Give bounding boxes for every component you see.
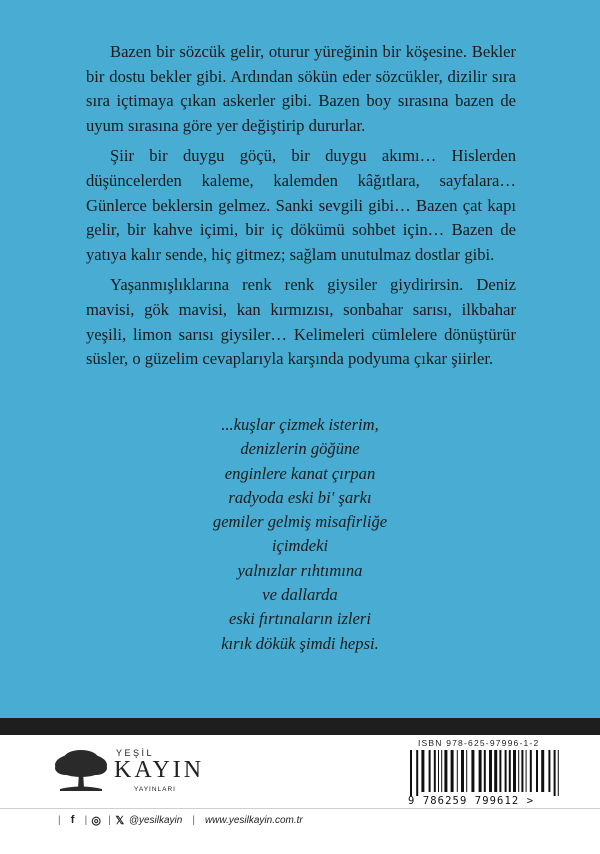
poem-line: ...kuşlar çizmek isterim, — [221, 415, 379, 434]
barcode-bar — [548, 750, 550, 792]
barcode-bar — [434, 750, 436, 792]
blurb-text — [86, 40, 516, 378]
barcode-bar — [536, 750, 538, 792]
poem-line: enginlere kanat çırpan — [224, 463, 376, 483]
barcode-digits: 9 786259 799612 > — [408, 795, 535, 807]
barcode-bar — [526, 750, 527, 792]
footer-separator: | — [108, 814, 111, 826]
poem-line: içimdeki — [271, 536, 329, 556]
barcode-bar — [518, 750, 519, 792]
barcode-bar — [558, 750, 559, 796]
x-icon[interactable]: 𝕏 — [115, 814, 125, 827]
publisher-name-top: YEŞİL — [116, 748, 155, 758]
poem-line: radyoda eski bi' şarkı — [228, 487, 372, 507]
footer — [52, 809, 303, 831]
poem-line: ve dallarda — [262, 585, 338, 605]
isbn-label: ISBN 978-625-97996-1-2 — [418, 738, 540, 748]
barcode-bar — [513, 750, 516, 792]
footer-separator: | — [58, 814, 61, 826]
blurb-paragraph: Şiir bir duygu göçü, bir duygu akımı… Hislerden düşüncelerden kaleme, kalemden kâğıtlara, sayfalara… Günlerce beklersin gelmez. Sanki sevgili gibi… Bazen çat kapı gelir, bir kahve içimi, bir iç dökümü sohbet için… Bazen de yatıya kalır sende, hiç gitmez; sağlam unutulmaz dostlar gibi. — [86, 146, 516, 264]
tree-icon — [50, 748, 112, 798]
poem-line: gemiler gelmiş misafirliğe — [212, 512, 388, 532]
instagram-icon[interactable]: ◎ — [91, 814, 102, 827]
barcode-bar — [530, 750, 532, 792]
barcode-bar — [421, 750, 424, 792]
barcode-bar — [429, 750, 431, 792]
barcode-bar — [451, 750, 454, 792]
barcode-bar — [479, 750, 482, 792]
blurb-paragraph: Yaşanmışlıklarına renk renk giysiler giydirirsin. Deniz mavisi, gök mavisi, kan kırmızısı, sonbahar sarısı, ilkbahar yeşili, limon sarısı giysiler… Kelimeleri cümlelere dönüştürür süsler, o güzelim cevaplarıyla karşında podyuma çıkar şiirler. — [86, 275, 516, 369]
barcode-bar — [505, 750, 507, 792]
barcode — [408, 750, 578, 796]
barcode-bar — [484, 750, 486, 792]
publisher-logo — [50, 748, 205, 798]
footer-separator: | — [84, 814, 88, 826]
barcode-bar — [416, 750, 418, 796]
barcode-bar — [461, 750, 464, 792]
blurb-paragraph: Bazen bir sözcük gelir, oturur yüreğinin bir köşesine. Bekler bir dostu bekler gibi. Ardından sökün eder sözcükler, dizilir sıra sıra içtimaya çıkan askerler gibi. Bazen boy sırasına bazen de uyum sırasına göre yer değiştirip dururlar. — [86, 42, 516, 135]
barcode-bar — [554, 750, 556, 796]
barcode-bar — [489, 750, 492, 792]
poem-line: denizlerin göğüne — [240, 439, 360, 459]
barcode-bar — [521, 750, 523, 792]
website-link[interactable]: www.yesilkayin.com.tr — [204, 814, 303, 826]
barcode-bar — [471, 750, 474, 792]
publisher-name-sub: YAYINLARI — [134, 786, 176, 793]
divider-band — [0, 718, 600, 735]
social-handle[interactable]: @yesilkayin — [128, 814, 183, 826]
poem-line: yalnızlar rıhtımına — [237, 560, 363, 580]
barcode-bar — [438, 750, 439, 792]
barcode-bar — [410, 750, 412, 796]
publisher-name: KAYIN — [114, 757, 205, 783]
barcode-bar — [444, 750, 447, 792]
barcode-bar — [509, 750, 511, 792]
poem-line: eski fırtınaların izleri — [229, 609, 371, 629]
barcode-bar — [457, 750, 458, 792]
poem-excerpt — [0, 413, 600, 656]
barcode-bar — [499, 750, 501, 792]
barcode-bar — [541, 750, 544, 792]
footer-separator: | — [192, 814, 195, 826]
barcode-bar — [494, 750, 497, 792]
barcode-bar — [441, 750, 442, 792]
poem-line: kırık dökük şimdi hepsi. — [221, 633, 379, 653]
facebook-icon[interactable]: f — [70, 814, 75, 826]
barcode-bar — [466, 750, 467, 792]
